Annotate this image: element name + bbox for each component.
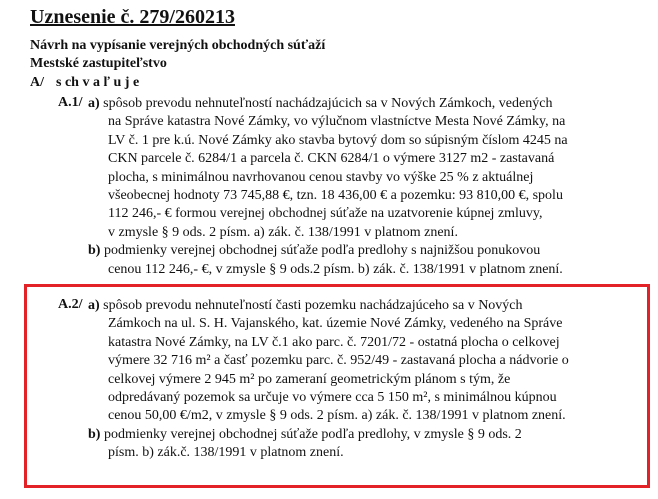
text-line — [88, 150, 568, 168]
text-line — [88, 297, 569, 315]
text-line — [88, 205, 568, 223]
text-line — [88, 371, 569, 389]
line-text: v zmysle § 9 ods. 2 písm. a) zák. č. 138/1991 v platnom znení. — [108, 224, 458, 240]
item-number: A.1/ — [58, 95, 83, 110]
text-line — [88, 444, 569, 462]
line-text: Zámkoch na ul. S. H. Vajanského, kat. územie Nové Zámky, vedeného na Správe — [108, 316, 563, 332]
line-text: písm. b) zák.č. 138/1991 v platnom znení. — [108, 445, 344, 461]
text-line — [88, 113, 568, 131]
line-text: plocha, s minimálnou navrhovanou cenou stavby vo výške 25 % z aktuálnej — [108, 169, 534, 185]
text-line — [88, 224, 568, 242]
text-line — [88, 407, 569, 425]
line-text: celkovej výmere 2 945 m² po zameraní geometrickým plánom s tým, že — [108, 371, 511, 387]
section-letter: A/ — [30, 75, 44, 90]
line-text: spôsob prevodu nehnuteľností nachádzajúcich sa v Nových Zámkoch, vedených — [99, 96, 553, 111]
text-line — [88, 352, 569, 370]
text-line — [88, 187, 568, 205]
section-verb: s ch v a ľ u j e — [56, 75, 140, 90]
line-text: odpredávaný pozemok sa určuje vo výmere cca 5 150 m², s minimálnou kúpnou — [108, 390, 557, 406]
line-text: spôsob prevodu nehnuteľností časti pozemku nachádzajúceho sa v Nových — [99, 298, 523, 313]
clause-letter: b) — [88, 243, 101, 259]
item-body — [88, 95, 568, 279]
text-line — [88, 315, 569, 333]
text-line — [88, 132, 568, 150]
text-line — [88, 426, 569, 444]
line-text: výmere 32 716 m² a časť pozemku parc. č. 952/49 - zastavaná plocha a nádvorie o — [108, 353, 569, 369]
clause-letter: a) — [88, 96, 100, 111]
line-text: 112 246,- € formou verejnej obchodnej súťaže na uzatvorenie kúpnej zmluvy, — [108, 206, 543, 222]
line-text: podmienky verejnej obchodnej súťaže podľa predlohy, v zmysle § 9 ods. 2 — [100, 426, 522, 442]
item-body — [88, 297, 569, 463]
line-text: na Správe katastra Nové Zámky, vo výlučnom vlastníctve Mesta Nové Zámky, na — [108, 114, 566, 130]
line-text: podmienky verejnej obchodnej súťaže podľa predlohy s najnižšou ponukovou — [100, 243, 541, 259]
line-text: CKN parcele č. 6284/1 a parcela č. CKN 6284/1 o výmere 3127 m2 - zastavaná — [108, 151, 555, 167]
resolution-body: Mestské zastupiteľstvo — [30, 56, 167, 71]
clause-letter: a) — [88, 298, 100, 313]
text-line — [88, 261, 568, 279]
text-line — [88, 389, 569, 407]
text-line — [88, 334, 569, 352]
line-text: katastra Nové Zámky, na LV č.1 ako parc. č. 7201/72 - ostatná plocha o celkovej — [108, 334, 560, 350]
text-line — [88, 95, 568, 113]
line-text: cenou 50,00 €/m2, v zmysle § 9 ods. 2 písm. a) zák. č. 138/1991 v platnom znení. — [108, 408, 566, 424]
line-text: LV č. 1 pre k.ú. Nové Zámky ako stavba bytový dom so súpisným číslom 4245 na — [108, 132, 568, 148]
section-a — [30, 75, 139, 91]
text-line — [88, 242, 568, 260]
clause-letter: b) — [88, 426, 101, 442]
text-line — [88, 169, 568, 187]
resolution-title: Uznesenie č. 279/260213 — [30, 6, 235, 28]
line-text: cenou 112 246,- €, v zmysle § 9 ods.2 písm. b) zák. č. 138/1991 v platnom znení. — [108, 261, 563, 277]
line-text: všeobecnej hodnoty 73 745,88 €, tzn. 18 436,00 € a pozemku: 93 810,00 €, spolu — [108, 188, 563, 204]
item-number: A.2/ — [58, 297, 83, 312]
resolution-subject: Návrh na vypísanie verejných obchodných súťaží — [30, 38, 326, 53]
